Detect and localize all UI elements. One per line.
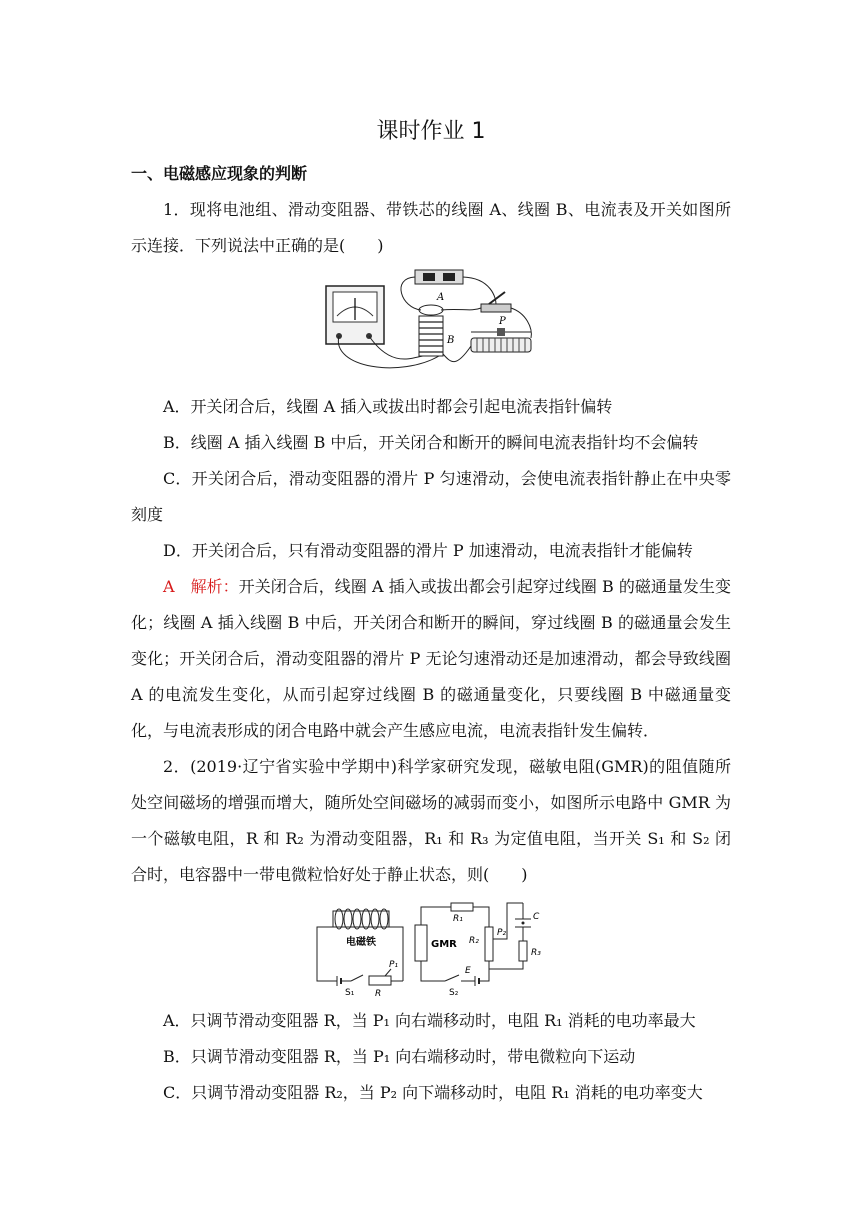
svg-text:P₂: P₂ xyxy=(497,928,507,938)
question-1-stem: 1．现将电池组、滑动变阻器、带铁芯的线圈 A、线圈 B、电流表及开关如图所示连接．下列说法中正确的是( ) xyxy=(131,200,731,255)
svg-text:S₂: S₂ xyxy=(449,988,459,997)
question-2-option-b: B．只调节滑动变阻器 R，当 P₁ 向右端移动时，带电微粒向下运动 xyxy=(163,1047,636,1066)
svg-text:E: E xyxy=(465,966,471,976)
svg-text:R₃: R₃ xyxy=(531,948,541,958)
switch-icon xyxy=(481,304,511,312)
svg-text:P: P xyxy=(499,316,506,327)
question-1-option-c: C．开关闭合后，滑动变阻器的滑片 P 匀速滑动，会使电流表指针静止在中央零刻度 xyxy=(131,469,731,524)
svg-text:R₁: R₁ xyxy=(453,914,463,924)
svg-text:电磁铁: 电磁铁 xyxy=(346,937,376,948)
analysis-label: 解析： xyxy=(190,577,239,596)
svg-text:A: A xyxy=(437,292,445,303)
page-title: 课时作业 1 xyxy=(376,119,486,144)
gmr-icon xyxy=(415,925,427,961)
svg-text:B: B xyxy=(447,335,455,346)
svg-text:R: R xyxy=(375,989,382,997)
figure-1 xyxy=(131,268,731,383)
figure-2 xyxy=(131,897,731,997)
analysis-text: 开关闭合后，线圈 A 插入或拔出都会引起穿过线圈 B 的磁通量发生变化；线圈 A 插入线圈 B 中后，开关闭合和断开的瞬间，穿过线圈 B 的磁通量会发生变化；开关闭合后，滑动变阻器的滑片 P 无论匀速滑动还是加速滑动，都会导致线圈 A 的电流发生变化，从而引起穿过线圈 B 的磁通量变化，只要线圈 B 中磁通量变化，与电流表形成的闭合电路中就会产生感应电流，电流表指针发生偏转． xyxy=(131,577,731,740)
question-2-option-c: C．只调节滑动变阻器 R₂，当 P₂ 向下端移动时，电阻 R₁ 消耗的电功率变大 xyxy=(163,1083,703,1102)
svg-text:R₂: R₂ xyxy=(469,936,479,946)
question-1-analysis xyxy=(131,569,731,749)
question-2-stem: 2．(2019·辽宁省实验中学期中)科学家研究发现，磁敏电阻(GMR)的阻值随所处空间磁场的增强而增大，随所处空间磁场的减弱而变小，如图所示电路中 GMR 为一个磁敏电阻，R 和 R₂ 为滑动变阻器，R₁ 和 R₃ 为定值电阻，当开关 S₁ 和 S₂ 闭合时，电容器中一带电微粒恰好处于静止状态，则( ) xyxy=(131,757,731,884)
circuit-diagram-1 xyxy=(321,268,541,383)
svg-text:S₁: S₁ xyxy=(345,988,355,997)
svg-text:C: C xyxy=(533,912,540,922)
question-1-option-a: A．开关闭合后，线圈 A 插入或拔出时都会引起电流表指针偏转 xyxy=(163,397,613,416)
battery-icon xyxy=(415,270,463,284)
question-1-option-d: D．开关闭合后，只有滑动变阻器的滑片 P 加速滑动，电流表指针才能偏转 xyxy=(163,541,693,560)
question-1-answer: A xyxy=(163,577,175,596)
svg-text:P₁: P₁ xyxy=(389,960,399,970)
coil-a-icon xyxy=(419,305,443,315)
question-1-option-b: B．线圈 A 插入线圈 B 中后，开关闭合和断开的瞬间电流表指针均不会偏转 xyxy=(163,433,699,452)
circuit-diagram-2 xyxy=(311,897,551,997)
section-heading: 一、电磁感应现象的判断 xyxy=(131,164,308,183)
svg-text:GMR: GMR xyxy=(431,939,457,950)
question-2-option-a: A．只调节滑动变阻器 R，当 P₁ 向右端移动时，电阻 R₁ 消耗的电功率最大 xyxy=(163,1011,696,1030)
page xyxy=(131,112,731,1111)
